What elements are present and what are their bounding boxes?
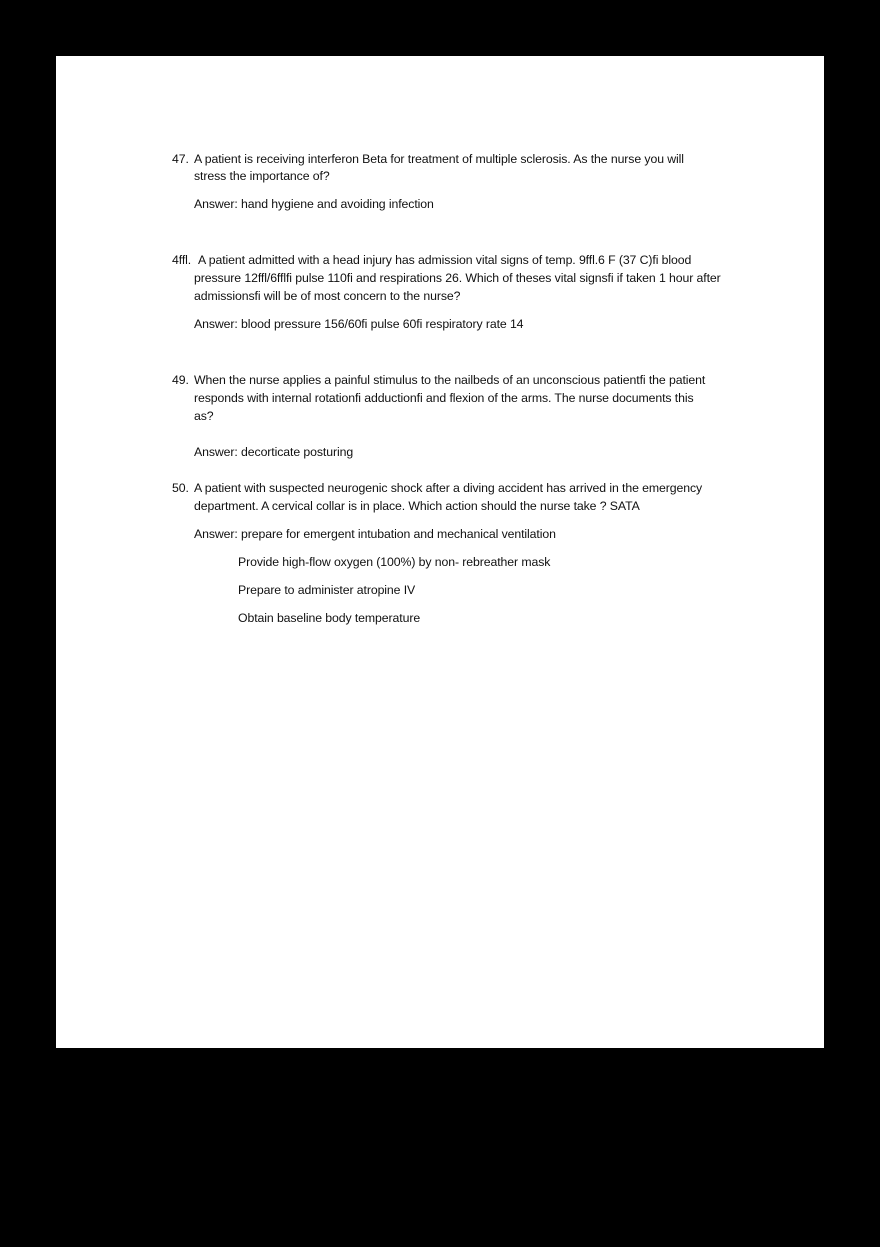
question-text-line: admissionsfi will be of most concern to the nurse? — [194, 289, 461, 303]
question-number: 49. — [172, 373, 189, 387]
question-text-line: department. A cervical collar is in place. Which action should the nurse take ? SATA — [194, 499, 640, 513]
additional-answer: Provide high-flow oxygen (100%) by non- rebreather mask — [238, 555, 551, 569]
question-text-line: responds with internal rotationfi adductionfi and flexion of the arms. The nurse documents this — [194, 391, 694, 405]
answer-text: Answer: hand hygiene and avoiding infection — [194, 197, 434, 211]
document-page — [56, 56, 824, 1048]
answer-text: Answer: blood pressure 156/60fi pulse 60fi respiratory rate 14 — [194, 317, 524, 331]
answer-text: Answer: prepare for emergent intubation and mechanical ventilation — [194, 527, 556, 541]
question-text-line: as? — [194, 409, 214, 423]
question-text-line: A patient admitted with a head injury has admission vital signs of temp. 9ffl.6 F (37 C)fi blood — [198, 253, 692, 267]
question-number: 50. — [172, 481, 189, 495]
question-text-line: stress the importance of? — [194, 169, 330, 183]
question-text-line: A patient with suspected neurogenic shock after a diving accident has arrived in the emergency — [194, 481, 703, 495]
additional-answer: Obtain baseline body temperature — [238, 611, 421, 625]
additional-answer: Prepare to administer atropine IV — [238, 583, 416, 597]
question-text-line: pressure 12ffl/6fflfi pulse 110fi and respirations 26. Which of theses vital signsfi if taken 1 hour after — [194, 271, 721, 285]
question-number: 4ffl. — [172, 253, 192, 267]
question-number: 47. — [172, 152, 189, 166]
answer-text: Answer: decorticate posturing — [194, 445, 354, 459]
question-text-line: When the nurse applies a painful stimulus to the nailbeds of an unconscious patientfi the patient — [194, 373, 706, 387]
question-text-line: A patient is receiving interferon Beta for treatment of multiple sclerosis. As the nurse you will — [194, 152, 684, 166]
